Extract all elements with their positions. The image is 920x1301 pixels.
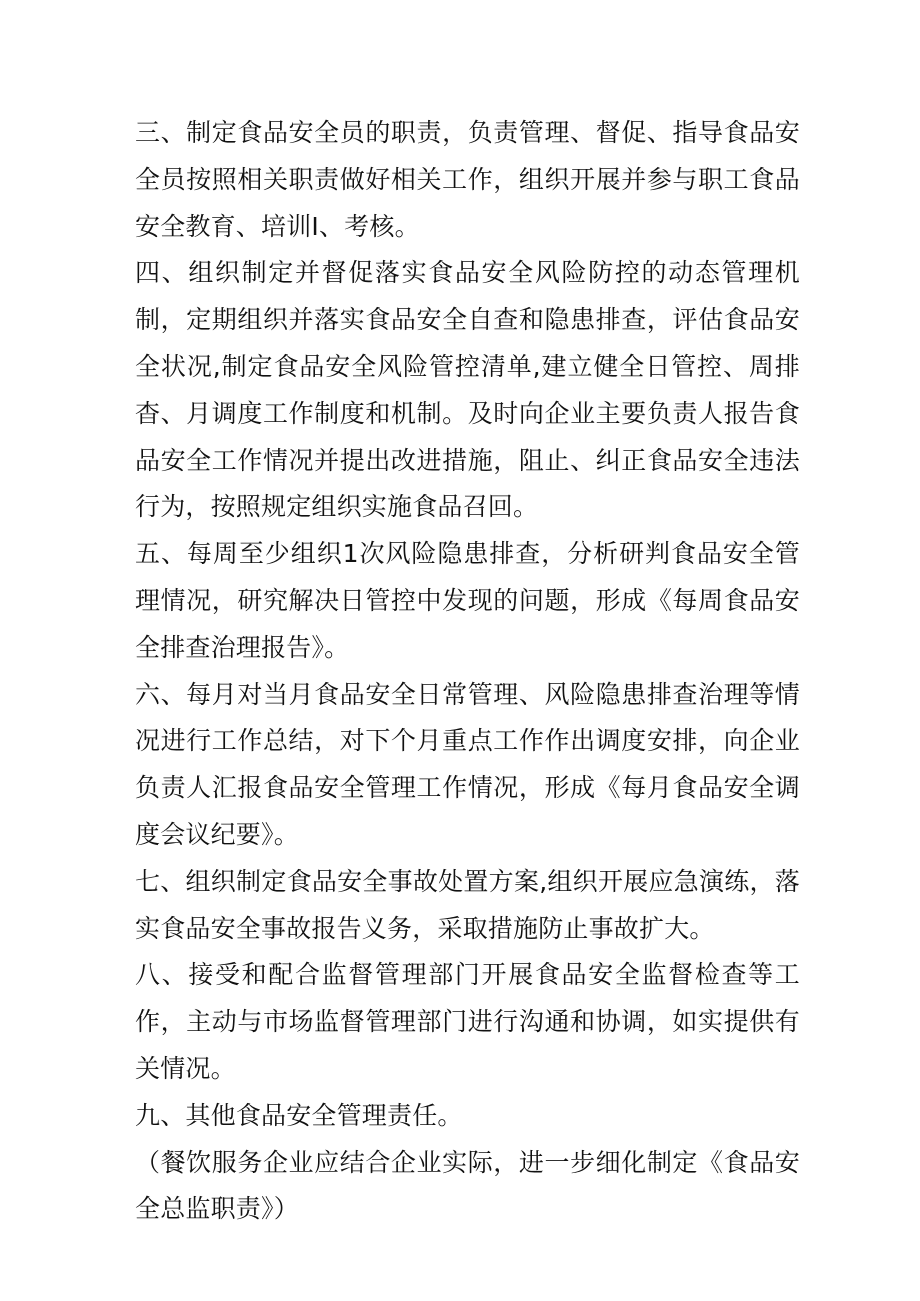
document-page xyxy=(135,110,800,1233)
paragraph-item-6: 六、每月对当月食品安全日常管理、风险隐患排查治理等情况进行工作总结，对下个月重点工作作出调度安排，向企业负责人汇报食品安全管理工作情况，形成《每月食品安全调度会议纪要》。 xyxy=(135,679,800,849)
paragraph-item-5: 五、每周至少组织1次风险隐患排查，分析研判食品安全管理情况，研究解决日管控中发现的问题，形成《每周食品安全排查治理报告》。 xyxy=(135,539,800,662)
paragraph-item-8: 八、接受和配合监督管理部门开展食品安全监督检查等工作，主动与市场监督管理部门进行沟通和协调，如实提供有关情况。 xyxy=(135,960,800,1083)
paragraph-item-4: 四、组织制定并督促落实食品安全风险防控的动态管理机制，定期组织并落实食品安全自查和隐患排查，评估食品安全状况,制定食品安全风险管控清单,建立健全日管控、周排杳、月调度工作制度和机制。及时向企业主要负责人报告食品安全工作情况并提出改进措施，阻止、纠正食品安全违法行为，按照规定组织实施食品召回。 xyxy=(135,258,800,522)
paragraph-item-3: 三、制定食品安全员的职责，负责管理、督促、指导食品安全员按照相关职责做好相关工作，组织开展并参与职工食品安全教育、培训I、考核。 xyxy=(135,118,800,241)
paragraph-item-9: 九、其他食品安全管理责任。 xyxy=(135,1100,463,1130)
paragraph-item-7: 七、组织制定食品安全事故处置方案,组织开展应急演练，落实食品安全事故报告义务，采取措施防止事故扩大。 xyxy=(135,866,800,943)
paragraph-note: （餐饮服务企业应结合企业实际，进一步细化制定《食品安全总监职责》） xyxy=(135,1147,800,1224)
